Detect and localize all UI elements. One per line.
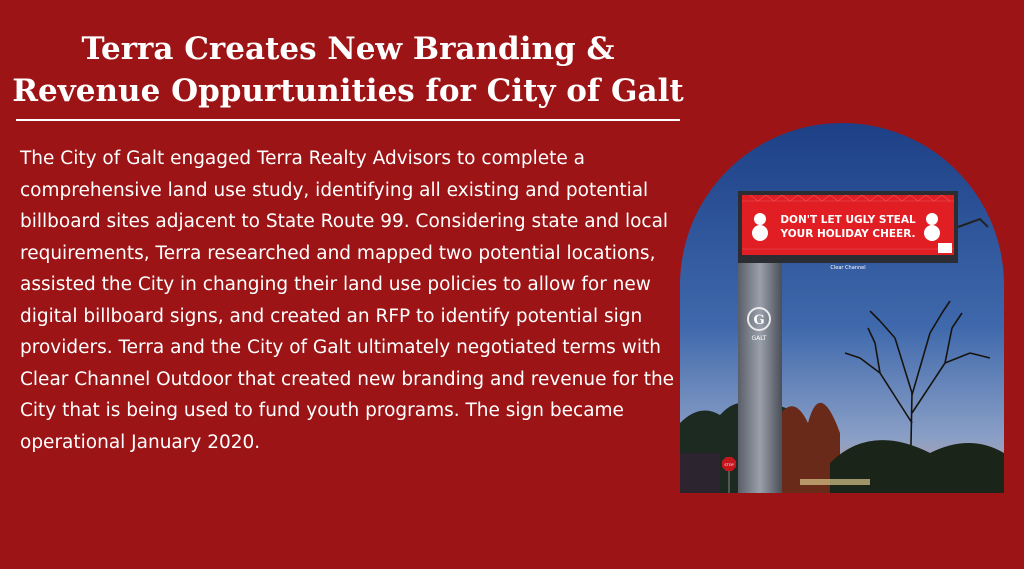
billboard-line-1: DON'T LET UGLY STEAL (780, 214, 916, 226)
billboard-photo (680, 123, 1004, 493)
billboard-operator: Clear Channel (830, 265, 866, 271)
foreground-trees (830, 440, 1004, 493)
title-divider (16, 119, 680, 121)
snowman-left-body (752, 225, 768, 241)
billboard-pole (738, 263, 782, 493)
street-lights (800, 479, 870, 485)
snowman-right (926, 213, 938, 225)
body-paragraph: The City of Galt engaged Terra Realty Advisors to complete a comprehensive land use study, identifying all existing and potential billboard sites adjacent to State Route 99. Considering state and local requirements, Terra researched and mapped two potential locations, assisted the City in changing their land use policies to allow for new digital billboard signs, and created an RFP to identify potential sign providers. Terra and the City of Galt ultimately negotiated terms with Clear Channel Outdoor that created new branding and revenue for the City that is being used to fund youth programs. The sign became operational January 2020. (20, 148, 675, 453)
page-title: Terra Creates New Branding & Revenue Oppurtunities for City of Galt (12, 31, 684, 109)
pole-logo-text: GALT (751, 335, 767, 342)
stop-sign-post (728, 471, 730, 493)
building (680, 453, 720, 493)
stop-sign-text: STOP (724, 463, 734, 467)
pole-logo-letter: G (753, 313, 765, 328)
billboard-photo-illustration (680, 123, 1004, 493)
billboard-line-2: YOUR HOLIDAY CHEER. (780, 228, 916, 240)
operator-logo (938, 243, 952, 253)
snowman-left (754, 213, 766, 225)
snowman-right-body (924, 225, 940, 241)
